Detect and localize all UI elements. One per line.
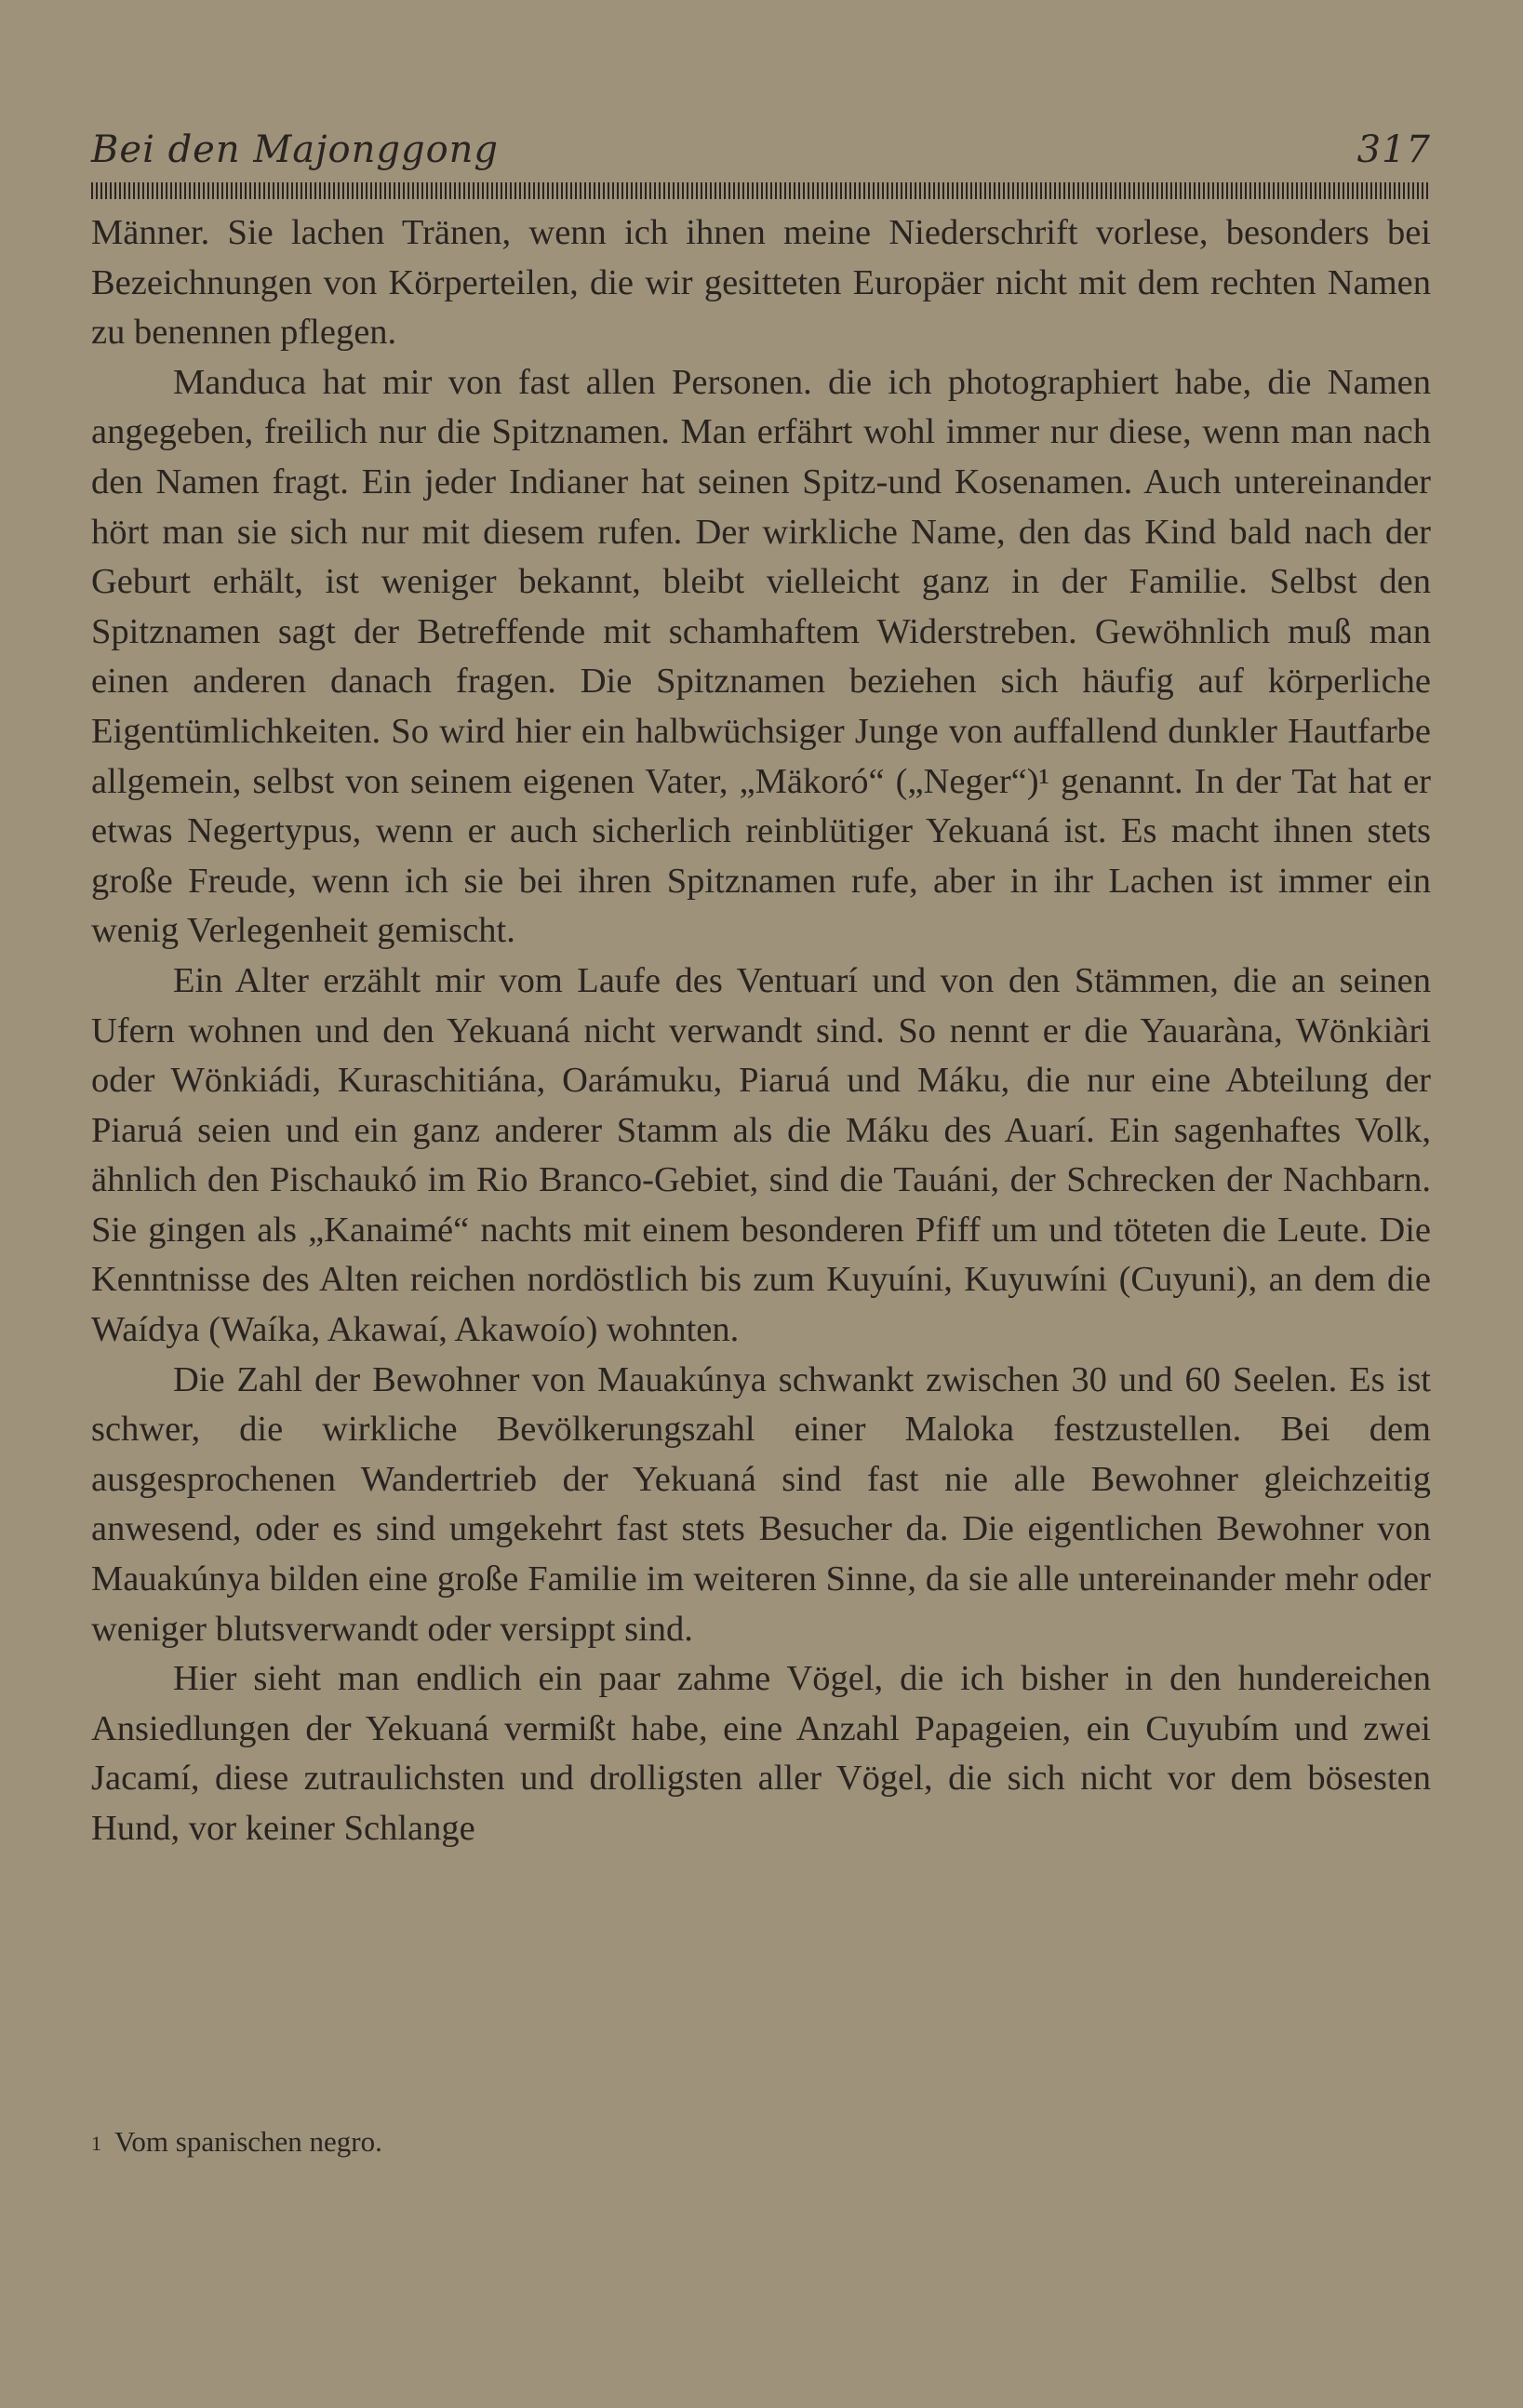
paragraph-3: Ein Alter erzählt mir vom Laufe des Ventuarí und von den Stämmen, die an seinen Ufern wohnen und den Yekuaná nicht verwandt sind. So nennt er die Yauaràna, Wönkiàri oder Wönkiádi, Kuraschitiána, Oarámuku, Piaruá und Máku, die nur eine Abteilung der Piaruá seien und ein ganz anderer Stamm als die Máku des Auarí. Ein sagenhaftes Volk, ähnlich den Pischaukó im Rio Branco-Gebiet, sind die Tauáni, der Schrecken der Nachbarn. Sie gingen als „Kanaimé“ nachts mit einem besonderen Pfiff um und töteten die Leute. Die Kenntnisse des Alten reichen nordöstlich bis zum Kuyuíni, Kuyuwíni (Cuyuni), an dem die Waídya (Waíka, Akawaí, Akawoío) wohnten.: [91, 960, 1431, 1350]
running-head: [91, 128, 1431, 184]
body-text: [91, 208, 1431, 1854]
footnote: [91, 2123, 1431, 2161]
header-rule: [91, 182, 1431, 199]
paragraph-1: Männer. Sie lachen Tränen, wenn ich ihnen meine Niederschrift vorlese, besonders bei Bezeichnungen von Körperteilen, die wir gesitteten Europäer nicht mit dem rechten Namen zu benennen pflegen.: [91, 213, 1431, 353]
paragraph-4: Die Zahl der Bewohner von Mauakúnya schwankt zwischen 30 und 60 Seelen. Es ist schwer, die wirkliche Bevölkerungszahl einer Maloka festzustellen. Bei dem ausgesprochenen Wandertrieb der Yekuaná sind fast nie alle Bewohner gleichzeitig anwesend, oder es sind umgekehrt fast stets Besucher da. Die eigentlichen Bewohner von Mauakúnya bilden eine große Familie im weiteren Sinne, da sie alle untereinander mehr oder weniger blutsverwandt oder versippt sind.: [91, 1359, 1431, 1649]
paragraph-2: Manduca hat mir von fast allen Personen. die ich photographiert habe, die Namen angegeben, freilich nur die Spitznamen. Man erfährt wohl immer nur diese, wenn man nach den Namen fragt. Ein jeder Indianer hat seinen Spitz-und Kosenamen. Auch untereinander hört man sie sich nur mit diesem rufen. Der wirkliche Name, den das Kind bald nach der Geburt erhält, ist weniger bekannt, bleibt vielleicht ganz in der Familie. Selbst den Spitznamen sagt der Betreffende mit schamhaftem Widerstreben. Gewöhnlich muß man einen anderen danach fragen. Die Spitznamen beziehen sich häufig auf körperliche Eigentümlichkeiten. So wird hier ein halbwüchsiger Junge von auffallend dunkler Hautfarbe allgemein, selbst von seinem eigenen Vater, „Mäkoró“ („Neger“)¹ genannt. In der Tat hat er etwas Negertypus, wenn er auch sicherlich reinblütiger Yekuaná ist. Es macht ihnen stets große Freude, wenn ich sie bei ihren Spitznamen rufe, aber in ihr Lachen ist immer ein wenig Verlegenheit gemischt.: [91, 362, 1431, 951]
paragraph-5: Hier sieht man endlich ein paar zahme Vögel, die ich bisher in den hundereichen Ansiedlungen der Yekuaná vermißt habe, eine Anzahl Papageien, ein Cuyubím und zwei Jacamí, diese zutraulichsten und drolligsten aller Vögel, die sich nicht vor dem bösesten Hund, vor keiner Schlange: [91, 1659, 1431, 1848]
running-head-title: Bei den Majonggong: [91, 128, 500, 171]
footnote-mark: 1: [91, 2132, 101, 2155]
page-number: 317: [1356, 128, 1431, 171]
footnote-text: Vom spanischen negro.: [114, 2125, 382, 2158]
